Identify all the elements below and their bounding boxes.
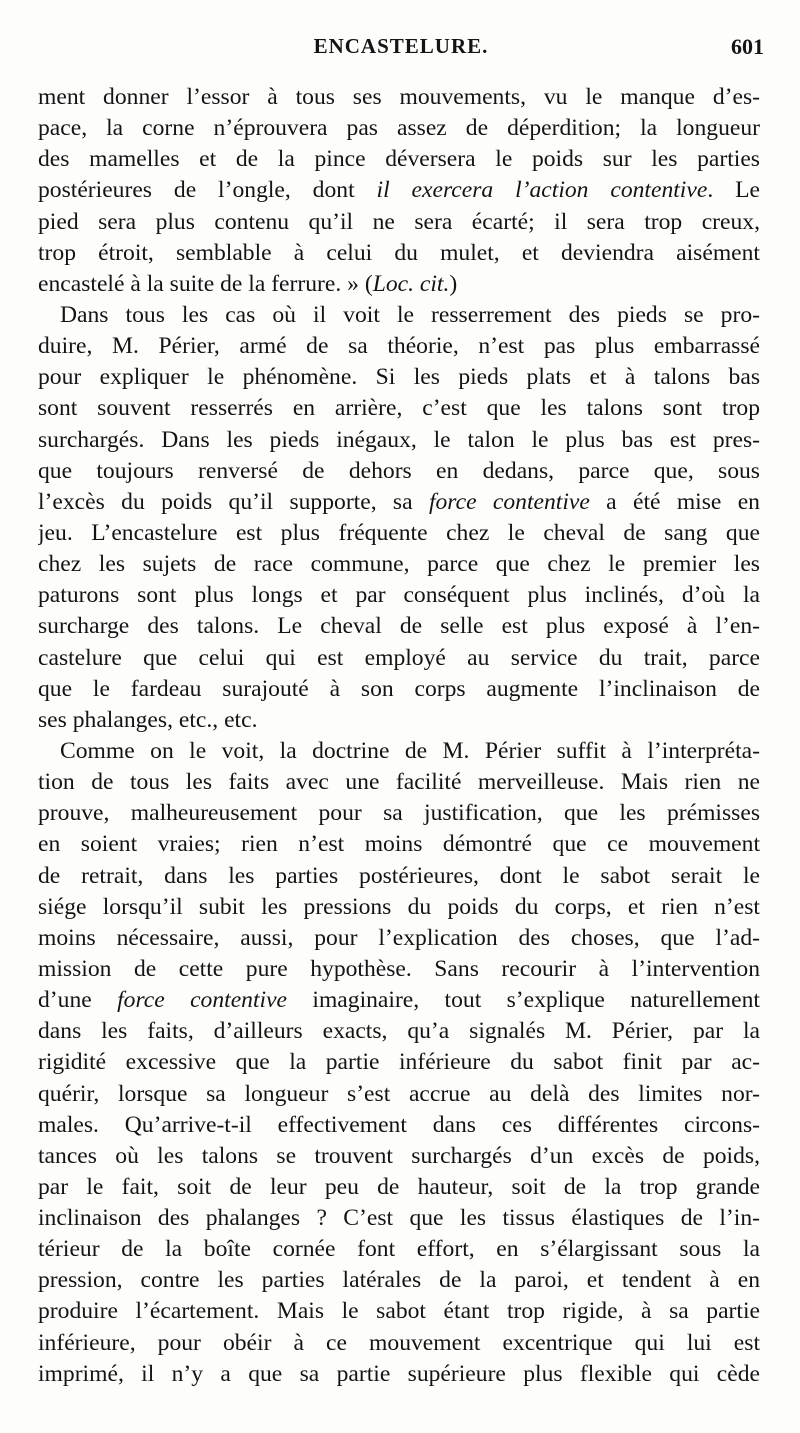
text-run: moins nécessaire, aussi, pour l’explication des choses, que l’ad- xyxy=(38,924,760,951)
page-number: 601 xyxy=(731,34,764,59)
text-run: surcharge des talons. Le cheval de selle est plus exposé à l’en- xyxy=(38,613,760,640)
text-line xyxy=(38,923,760,954)
text-run: postérieures de l’ongle, dont xyxy=(38,177,377,204)
text-run: que le fardeau surajouté à son corps augmente l’inclinaison de xyxy=(38,675,760,702)
text-run: Dans tous les cas où il voit le resserrement des pieds se pro- xyxy=(60,301,760,328)
text-line xyxy=(38,1141,760,1172)
text-line xyxy=(38,487,760,518)
text-line xyxy=(38,705,760,736)
text-run: pace, la corne n’éprouvera pas assez de déperdition; la longueur xyxy=(38,115,760,142)
italic-text: il exercera l’action contentive xyxy=(376,177,708,204)
text-line xyxy=(38,393,760,424)
text-run: pied sera plus contenu qu’il ne sera écarté; il sera trop creux, xyxy=(38,208,760,235)
running-header xyxy=(38,34,764,64)
text-line xyxy=(38,362,760,393)
text-run: imaginaire, tout s’explique naturellement xyxy=(287,987,760,1014)
text-run: produire l’écartement. Mais le sabot étant trop rigide, à sa partie xyxy=(38,1298,760,1325)
text-run: paturons sont plus longs et par conséquent plus inclinés, d’où la xyxy=(38,582,760,609)
text-line xyxy=(38,300,760,331)
paragraph xyxy=(38,82,760,300)
text-line xyxy=(38,1234,760,1265)
text-run: . Le xyxy=(707,177,760,204)
text-line xyxy=(38,238,760,269)
text-line xyxy=(38,82,760,113)
text-line xyxy=(38,643,760,674)
text-run: pression, contre les parties latérales de la paroi, et tendent à en xyxy=(38,1267,760,1294)
text-line xyxy=(38,1079,760,1110)
text-run: ment donner l’essor à tous ses mouvements, vu le manque d’es- xyxy=(38,84,760,110)
paragraph xyxy=(38,736,760,1390)
text-line xyxy=(38,269,760,300)
text-run: que toujours renversé de dehors en dedans, parce que, sous xyxy=(38,457,760,484)
text-line xyxy=(38,798,760,829)
paragraph xyxy=(38,300,760,736)
text-run: quérir, lorsque sa longueur s’est accrue au delà des limites nor- xyxy=(38,1080,760,1107)
text-line xyxy=(38,674,760,705)
text-line xyxy=(38,1328,760,1359)
text-run: trop étroit, semblable à celui du mulet, et deviendra aisément xyxy=(38,239,760,266)
text-run: pour expliquer le phénomène. Si les pieds plats et à talons bas xyxy=(38,364,760,391)
text-run: par le fait, soit de leur peu de hauteur, soit de la trop grande xyxy=(38,1173,760,1200)
text-run: dans les faits, d’ailleurs exacts, qu’a signalés M. Périer, par la xyxy=(38,1018,760,1045)
text-line xyxy=(38,1110,760,1141)
text-run: ) xyxy=(449,270,458,297)
text-run: imprimé, il n’y a que sa partie supérieure plus flexible qui cède xyxy=(38,1360,760,1387)
text-run: prouve, malheureusement pour sa justification, que les prémisses xyxy=(38,800,760,827)
text-line xyxy=(38,331,760,362)
text-line xyxy=(38,1016,760,1047)
text-run: Comme on le voit, la doctrine de M. Périer suffit à l’interpréta- xyxy=(60,737,760,764)
text-run: térieur de la boîte cornée font effort, en s’élargissant sous la xyxy=(38,1236,760,1263)
text-line xyxy=(38,611,760,642)
text-line xyxy=(38,1047,760,1078)
text-run: males. Qu’arrive-t-il effectivement dans ces différentes circons- xyxy=(38,1111,760,1138)
body-text xyxy=(38,82,760,1390)
text-run: inclinaison des phalanges ? C’est que les tissus élastiques de l’in- xyxy=(38,1205,760,1232)
text-run: duire, M. Périer, armé de sa théorie, n’est pas plus embarrassé xyxy=(38,333,760,360)
text-run: des mamelles et de la pince déversera le poids sur les parties xyxy=(38,146,760,173)
text-run: ses phalanges, etc., etc. xyxy=(38,706,258,733)
text-run: castelure que celui qui est employé au service du trait, parce xyxy=(38,644,760,671)
text-line xyxy=(38,985,760,1016)
text-run: tion de tous les faits avec une facilité merveilleuse. Mais rien ne xyxy=(38,769,760,796)
text-line xyxy=(38,1265,760,1296)
text-line xyxy=(38,1296,760,1327)
text-line xyxy=(38,425,760,456)
text-run: chez les sujets de race commune, parce que chez le premier les xyxy=(38,551,760,578)
text-line xyxy=(38,861,760,892)
text-run: de retrait, dans les parties postérieures, dont le sabot serait le xyxy=(38,862,760,889)
text-run: jeu. L’encastelure est plus fréquente chez le cheval de sang que xyxy=(38,519,760,546)
text-line xyxy=(38,954,760,985)
text-run: mission de cette pure hypothèse. Sans recourir à l’intervention xyxy=(38,955,760,982)
text-run: rigidité excessive que la partie inférieure du sabot finit par ac- xyxy=(38,1049,760,1076)
text-line xyxy=(38,113,760,144)
text-line xyxy=(38,518,760,549)
text-run: l’excès du poids qu’il supporte, sa xyxy=(38,488,429,515)
text-run: sont souvent resserrés en arrière, c’est que les talons sont trop xyxy=(38,395,760,422)
text-line xyxy=(38,892,760,923)
text-run: d’une xyxy=(38,987,118,1014)
text-line xyxy=(38,736,760,767)
text-line xyxy=(38,1172,760,1203)
text-line xyxy=(38,829,760,860)
text-run: surchargés. Dans les pieds inégaux, le talon le plus bas est pres- xyxy=(38,426,760,453)
italic-text: force contentive xyxy=(117,987,288,1014)
text-run: a été mise en xyxy=(589,488,760,515)
text-line xyxy=(38,207,760,238)
text-line xyxy=(38,1203,760,1234)
text-line xyxy=(38,175,760,206)
text-run: siége lorsqu’il subit les pressions du poids du corps, et rien n’est xyxy=(38,893,760,920)
text-run: encastelé à la suite de la ferrure. » ( xyxy=(38,270,373,297)
running-title: ENCASTELURE. xyxy=(313,34,489,58)
text-run: en soient vraies; rien n’est moins démontré que ce mouvement xyxy=(38,831,760,858)
text-line xyxy=(38,549,760,580)
text-line xyxy=(38,144,760,175)
italic-text: Loc. cit. xyxy=(372,270,450,297)
text-line xyxy=(38,767,760,798)
text-run: tances où les talons se trouvent surchargés d’un excès de poids, xyxy=(38,1142,760,1169)
italic-text: force contentive xyxy=(428,488,590,515)
text-line xyxy=(38,1359,760,1390)
text-run: inférieure, pour obéir à ce mouvement excentrique qui lui est xyxy=(38,1329,760,1356)
text-line xyxy=(38,456,760,487)
text-line xyxy=(38,580,760,611)
